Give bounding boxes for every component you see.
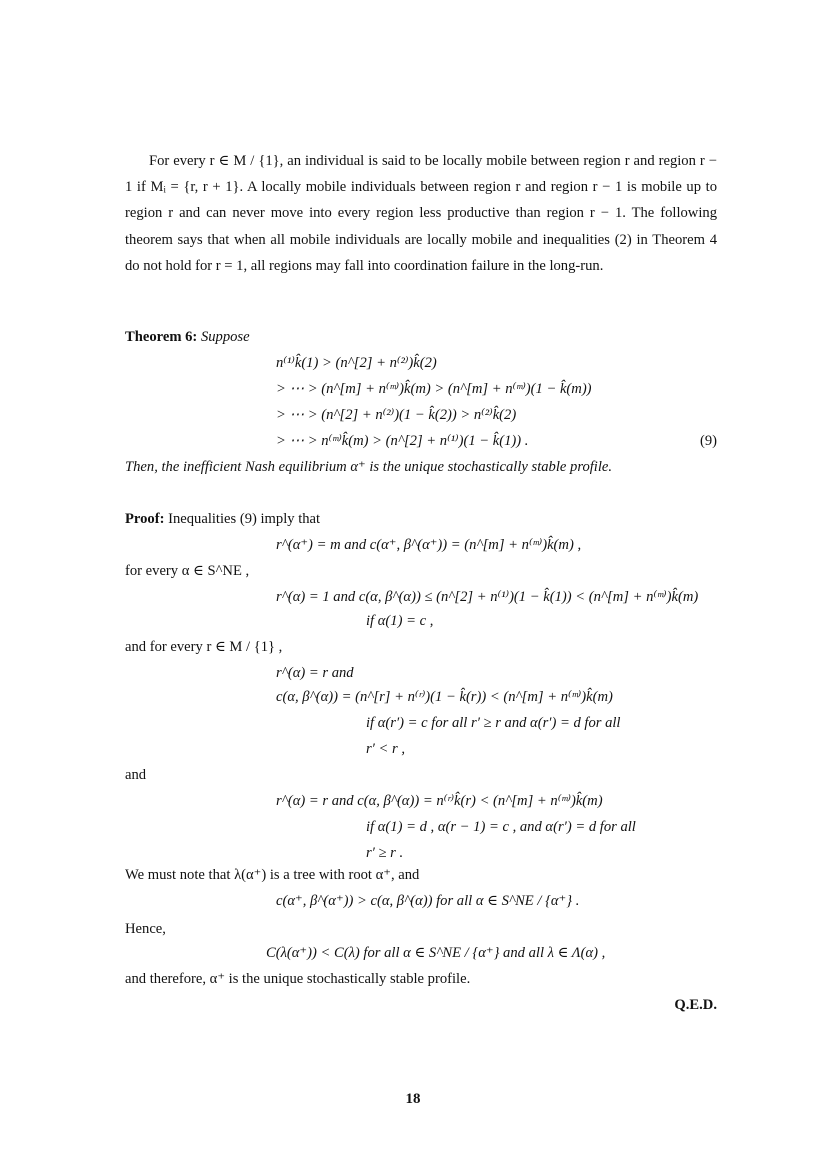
proof-line-16: Hence, (125, 921, 166, 937)
proof-line-8: if α(r′) = c for all r′ ≥ r and α(r′) = d for all (366, 715, 621, 731)
equation-number: (9) (699, 433, 717, 449)
theorem-heading (125, 328, 250, 346)
page-number: 18 (405, 1091, 421, 1107)
theorem-conclusion: Then, the inefficient Nash equilibrium α⁺ is the unique stochastically stable profile. (125, 459, 613, 475)
intro-text: For every r ∈ M / {1}, an individual is said to be locally mobile between region r and region r − 1 if Mᵢ = {r, r + 1}. A locally mobile individuals between region r and region r − 1 is mobile up to region r and can never move into every region less productive than region r − 1. The following theorem says that when all mobile individuals are locally mobile and inequalities (2) in Theorem 4 do not hold for r = 1, all regions may fall into coordination failure in the long-run. (125, 153, 717, 274)
proof-line-2: for every α ∈ S^NE , (125, 563, 250, 579)
proof-line-17: C(λ(α⁺)) < C(λ) for all α ∈ S^NE / {α⁺} and all λ ∈ Λ(α) , (266, 945, 606, 961)
proof-line-18: and therefore, α⁺ is the unique stochastically stable profile. (125, 971, 471, 987)
proof-line-1: r^(α⁺) = m and c(α⁺, β^(α⁺)) = (n^[m] + n⁽ᵐ⁾)k̂(m) , (276, 537, 582, 553)
proof-line-6: r^(α) = r and (276, 665, 354, 681)
proof-line-13: r′ ≥ r . (366, 845, 404, 861)
theorem-eq-line-3: > ⋯ > (n^[2] + n⁽²⁾)(1 − k̂(2)) > n⁽²⁾k̂(2) (276, 407, 517, 423)
theorem-eq-line-1: n⁽¹⁾k̂(1) > (n^[2] + n⁽²⁾)k̂(2) (276, 355, 437, 371)
proof-line-15: c(α⁺, β^(α⁺)) > c(α, β^(α)) for all α ∈ S^NE / {α⁺} . (276, 893, 580, 909)
proof-line-4: if α(1) = c , (366, 613, 434, 629)
proof-line-3: r^(α) = 1 and c(α, β^(α)) ≤ (n^[2] + n⁽¹⁾)(1 − k̂(1)) < (n^[m] + n⁽ᵐ⁾)k̂(m) (276, 589, 699, 605)
theorem-suppose: Suppose (200, 329, 250, 345)
theorem-label: Theorem 6: (125, 329, 198, 345)
proof-heading (125, 510, 320, 528)
intro-paragraph (125, 148, 717, 279)
proof-line-12: if α(1) = d , α(r − 1) = c , and α(r′) = d for all (366, 819, 636, 835)
proof-label: Proof: (125, 511, 165, 527)
theorem-eq-line-2: > ⋯ > (n^[m] + n⁽ᵐ⁾)k̂(m) > (n^[m] + n⁽ᵐ⁾)(1 − k̂(m)) (276, 381, 592, 397)
proof-line-7: c(α, β^(α)) = (n^[r] + n⁽ʳ⁾)(1 − k̂(r)) < (n^[m] + n⁽ᵐ⁾)k̂(m) (276, 689, 613, 705)
proof-intro: Inequalities (9) imply that (168, 511, 321, 527)
proof-line-14: We must note that λ(α⁺) is a tree with root α⁺, and (125, 867, 420, 883)
proof-line-11: r^(α) = r and c(α, β^(α)) = n⁽ʳ⁾k̂(r) < (n^[m] + n⁽ᵐ⁾)k̂(m) (276, 793, 603, 809)
proof-line-10: and (125, 767, 147, 783)
theorem-eq-line-4: > ⋯ > n⁽ᵐ⁾k̂(m) > (n^[2] + n⁽¹⁾)(1 − k̂(1)) . (276, 433, 529, 449)
proof-line-5: and for every r ∈ M / {1} , (125, 639, 283, 655)
proof-line-9: r′ < r , (366, 741, 405, 757)
qed-marker: Q.E.D. (674, 997, 717, 1013)
